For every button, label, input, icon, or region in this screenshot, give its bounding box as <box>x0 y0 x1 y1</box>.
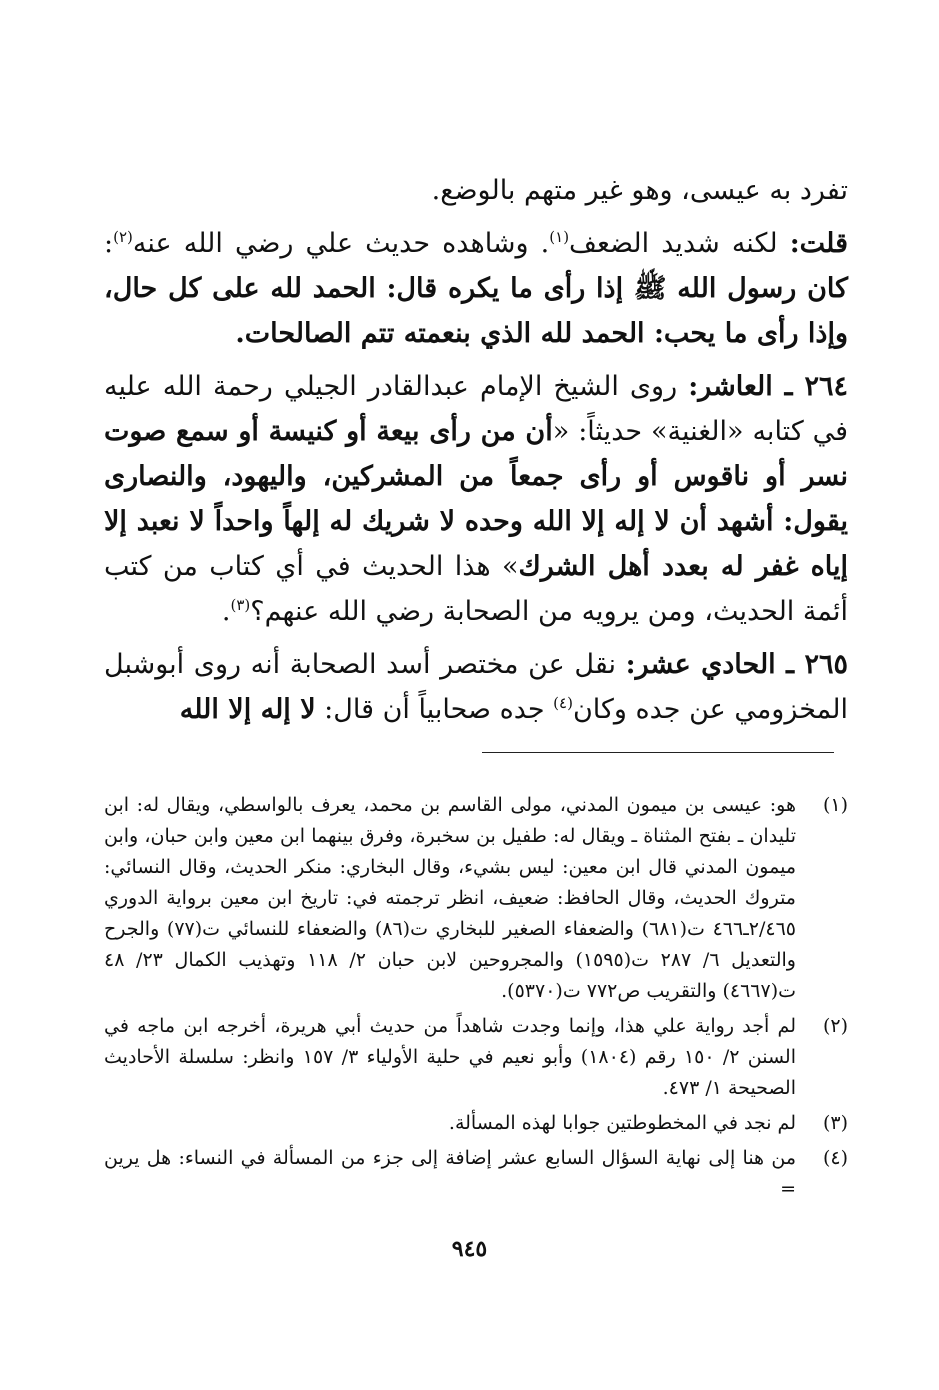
paragraph-1-text: تفرد به عيسى، وهو غير متهم بالوضع. <box>431 175 848 206</box>
footnote-number: (٢) <box>822 1015 848 1037</box>
footnote-ref-3[interactable]: (٣) <box>230 596 251 614</box>
footnote-ref-2[interactable]: (٢) <box>113 228 133 246</box>
paragraph-3 <box>104 364 848 634</box>
paragraph-2-text-c: : <box>104 228 114 259</box>
footnote-text: لم نجد في المخطوطتين جوابا لهذه المسألة. <box>448 1112 796 1134</box>
footnote-ref-1[interactable]: (١) <box>549 228 570 246</box>
paragraph-3-hadith: أن من رأى بيعة أو كنيسة أو سمع صوت نسر أو ناقوس أو رأى جمعاً من المشركين، واليهود، والنصارى يقول: أشهد أن لا إله إلا الله وحده لا شريك له إلهاً واحداً لا نعبد إلا إياه غفر له بعدد أهل الشرك <box>104 416 848 582</box>
paragraph-2-text-a: لكنه شديد الضعف <box>569 228 790 259</box>
footnote-3 <box>104 1108 848 1139</box>
footnote-4 <box>104 1143 848 1205</box>
footnote-number: (٣) <box>822 1112 848 1134</box>
paragraph-3-label: ٢٦٤ ـ العاشر: <box>688 371 848 402</box>
paragraph-2 <box>104 221 848 356</box>
paragraph-2-text-b: . وشاهده حديث علي رضي الله عنه <box>132 228 550 259</box>
footnote-text: من هنا إلى نهاية السؤال السابع عشر إضافة إلى جزء من المسألة في النساء: هل يرين = <box>104 1147 796 1200</box>
footnote-2 <box>104 1011 848 1104</box>
footnote-number: (١) <box>822 794 848 816</box>
footnote-number: (٤) <box>822 1147 848 1169</box>
footnote-separator <box>482 752 834 753</box>
main-text <box>104 168 848 740</box>
paragraph-4 <box>104 642 848 732</box>
paragraph-3-text-a: روى الشيخ الإمام عبدالقادر الجيلي رحمة الله عليه في كتابه «الغنية» حديثاً: « <box>104 371 848 447</box>
page-number: ٩٤٥ <box>451 1236 488 1262</box>
paragraph-1 <box>104 168 848 213</box>
footnotes <box>104 790 848 1209</box>
paragraph-4-label: ٢٦٥ ـ الحادي عشر: <box>625 649 849 680</box>
paragraph-3-text-b: » هذا الحديث في أي كتاب من كتب أئمة الحديث، ومن يرويه من الصحابة رضي الله عنهم؟ <box>104 551 848 627</box>
paragraph-4-hadith: لا إله إلا الله <box>179 694 316 725</box>
footnote-1 <box>104 790 848 1007</box>
footnote-text: هو: عيسى بن ميمون المدني، مولى القاسم بن محمد، يعرف بالواسطي، ويقال له: ابن تليدان ـ بفتح المثناة ـ ويقال له: طفيل بن سخبرة، وفرق بينهما ابن معين وابن حبان، وابن ميمون المدني قال ابن معين: ليس بشيء، وقال البخاري: منكر الحديث، وقال النسائي: متروك الحديث، وقال الحافظ: ضعيف، انظر ترجمته في: تاريخ ابن معين برواية الدوري ٢/٤٦٥ـ٤٦٦ ت(٦٨١) والضعفاء الصغير للبخاري ت(٨٦) والضعفاء للنسائي ت(٧٧) والجرح والتعديل ٦/ ٢٨٧ ت(١٥٩٥) والمجروحين لابن حبان ٢/ ١١٨ وتهذيب الكمال ٢٣/ ٤٨ ت(٤٦٦٧) والتقريب ص٧٧٢ ت(٥٣٧٠). <box>104 794 796 1002</box>
paragraph-4-text-a: نقل عن مختصر أسد الصحابة أنه روى أبوشبل المخزومي عن جده وكان <box>104 649 848 725</box>
paragraph-4-text-b: جده صحابياً أن قال: <box>315 694 554 725</box>
footnote-text: لم أجد رواية علي هذا، وإنما وجدت شاهداً من حديث أبي هريرة، أخرجه ابن ماجه في السنن ٢/ ١٥٠ رقم (١٨٠٤) وأبو نعيم في حلية الأولياء ٣/ ١٥٧ وانظر: سلسلة الأحاديث الصحيحة ١/ ٤٧٣. <box>104 1015 796 1099</box>
paragraph-3-text-c: . <box>221 596 231 627</box>
footnote-ref-4[interactable]: (٤) <box>553 694 573 712</box>
paragraph-2-label: قلت: <box>789 228 849 259</box>
paragraph-2-hadith: كان رسول الله ﷺ إذا رأى ما يكره قال: الحمد لله على كل حال، وإذا رأى ما يحب: الحمد لله الذي بنعمته تتم الصالحات. <box>104 273 848 349</box>
